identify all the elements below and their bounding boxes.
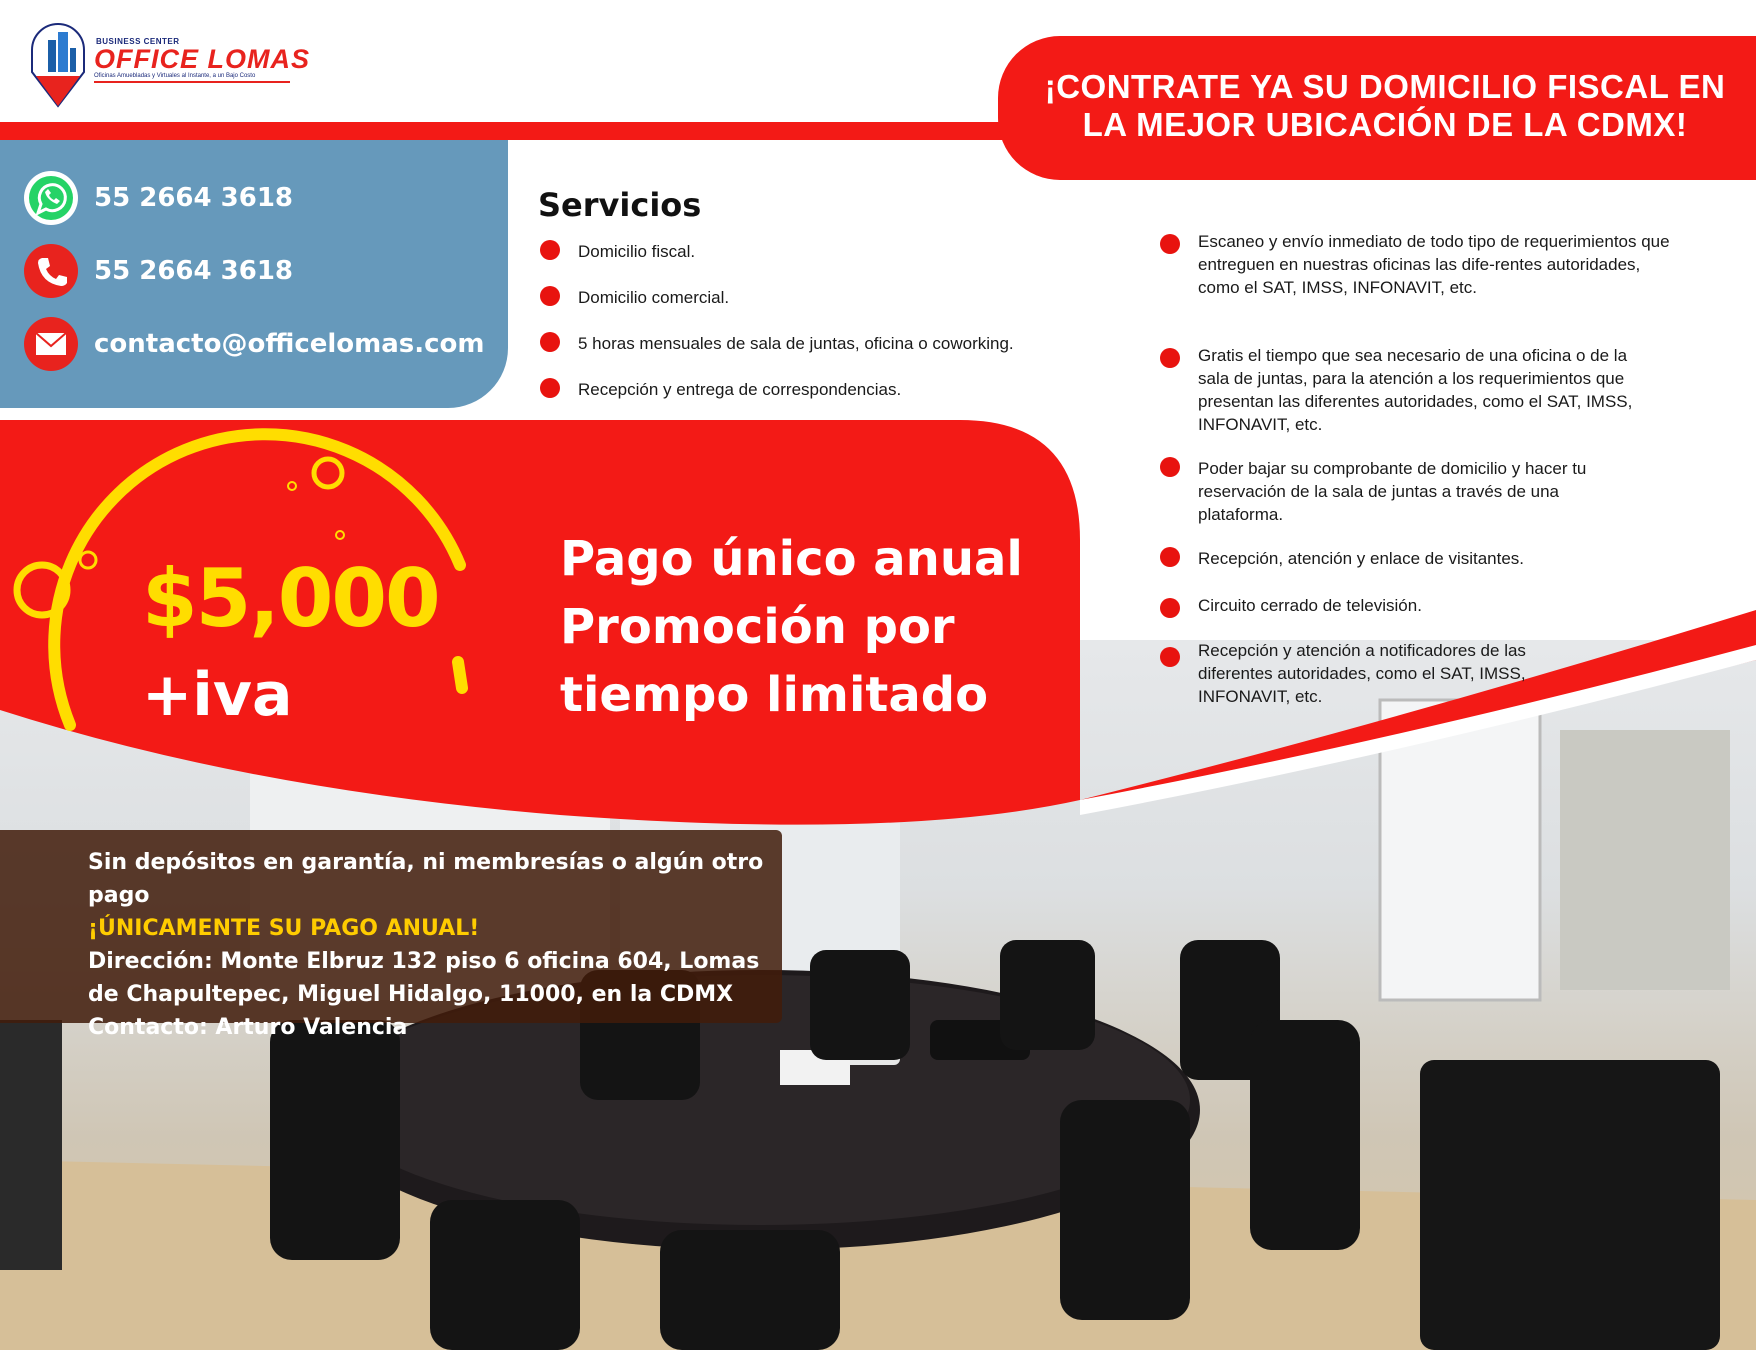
service-text: Recepción y entrega de correspondencias. [578,380,902,399]
bullet-icon [1160,234,1180,254]
info-no-deposit: Sin depósitos en garantía, ni membresías o algún otro pago [88,850,764,908]
price-tax: +iva [142,660,293,730]
service-text: Gratis el tiempo que sea necesario de una oficina o de la sala de juntas, para la atención a los requerimientos que presentan las diferentes autoridades, como el SAT, IMSS, INFONAVIT, etc. [1198,346,1633,434]
email-contact[interactable] [24,316,485,372]
service-item [540,332,1080,355]
phone-icon [24,244,78,298]
service-text: Recepción, atención y enlace de visitantes. [1198,549,1525,568]
bullet-icon [540,378,560,398]
envelope-icon [24,317,78,371]
info-highlight: ¡ÚNICAMENTE SU PAGO ANUAL! [88,916,480,941]
logo-name: OFFICE LOMAS [94,44,310,74]
promo-line-1: Pago único anual [560,531,1023,587]
service-item [1160,344,1660,436]
bullet-icon [540,286,560,306]
service-item [540,240,1060,263]
service-text: Recepción y atención a notificadores de las diferentes autoridades, como el SAT, IMSS, INFONAVIT, etc. [1198,641,1526,706]
service-text: Circuito cerrado de televisión. [1198,596,1422,615]
service-text: Domicilio fiscal. [578,242,696,261]
info-address: Dirección: Monte Elbruz 132 piso 6 oficina 604, Lomas de Chapultepec, Miguel Hidalgo, 11000, en la CDMX [88,949,760,1007]
service-item [540,286,1060,309]
bullet-icon [540,240,560,260]
whatsapp-contact[interactable] [24,170,293,226]
service-item [540,378,1060,401]
bullet-icon [1160,598,1180,618]
promo-text [560,525,1040,729]
building-pin-icon [28,20,88,110]
service-item [1160,547,1680,570]
service-item [1160,594,1680,618]
service-item [1160,230,1680,299]
info-contact: Contacto: Arturo Valencia [88,1015,408,1040]
logo-underline [94,81,290,83]
promo-line-3: tiempo limitado [560,667,989,723]
whatsapp-icon [24,171,78,225]
phone-number: 55 2664 3618 [94,256,294,286]
bullet-icon [1160,647,1180,667]
logo-tagline: Oficinas Amuebladas y Virtuales al Instante, a un Bajo Costo [94,73,256,79]
service-text: Domicilio comercial. [578,288,730,307]
promo-line-2: Promoción por [560,599,955,655]
email-address: contacto@officelomas.com [94,329,485,359]
bullet-icon [1160,547,1180,567]
bullet-icon [1160,457,1180,477]
services-title: Servicios [538,186,702,224]
service-text: Escaneo y envío inmediato de todo tipo de requerimientos que entreguen en nuestras oficinas las dife-rentes autoridades, como el SAT, IMSS, INFONAVIT, etc. [1198,232,1670,297]
price-amount: $5,000 [142,552,439,645]
phone-contact[interactable] [24,243,293,299]
bullet-icon [1160,348,1180,368]
headline-text: ¡CONTRATE YA SU DOMICILIO FISCAL EN LA MEJOR UBICACIÓN DE LA CDMX! [1044,68,1726,143]
service-item [1160,457,1630,526]
service-item [1160,639,1560,708]
whatsapp-number: 55 2664 3618 [94,183,294,213]
service-text: 5 horas mensuales de sala de juntas, oficina o coworking. [578,334,1014,353]
bullet-icon [540,332,560,352]
service-text: Poder bajar su comprobante de domicilio y hacer tu reservación de la sala de juntas a través de una plataforma. [1198,459,1587,524]
info-text [88,846,778,1044]
logo-subtitle: BUSINESS CENTER [96,37,180,46]
